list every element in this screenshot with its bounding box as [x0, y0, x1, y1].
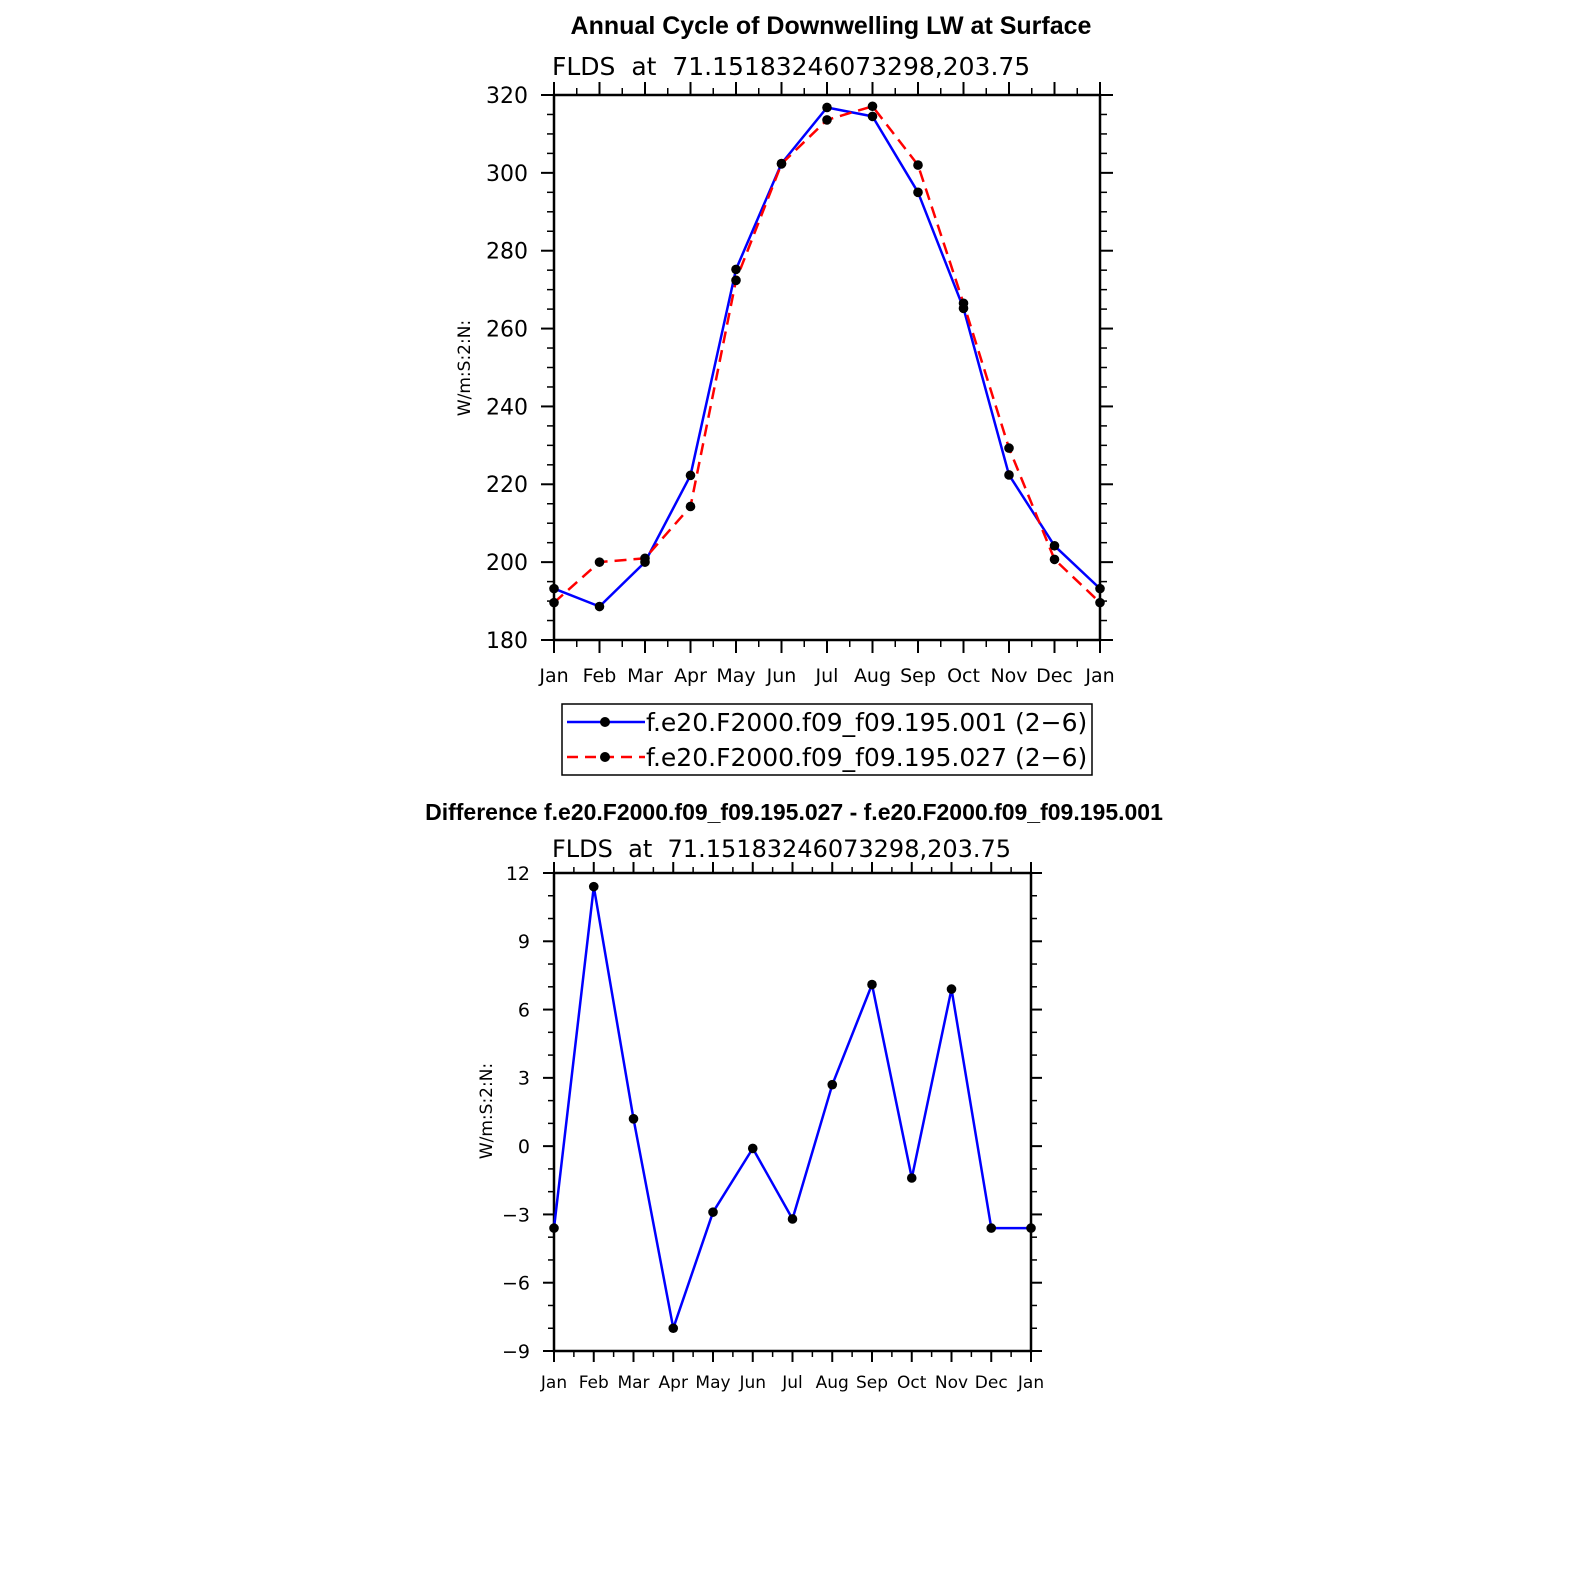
x-tick-label: Feb: [582, 665, 617, 687]
x-tick-label: Jan: [540, 1373, 568, 1393]
x-tick-label: Dec: [1036, 665, 1073, 687]
chart-subtitle: FLDS at 71.15183246073298,203.75: [552, 835, 1012, 863]
chart-title: Annual Cycle of Downwelling LW at Surface: [570, 12, 1092, 40]
series-1-point: [748, 1144, 758, 1154]
series-1-point: [668, 1323, 678, 1333]
series-1-point: [708, 1207, 718, 1217]
x-tick-label: Apr: [674, 665, 707, 687]
series-1-point: [589, 882, 599, 892]
y-axis-label: W/m:S:2:N:: [477, 1062, 497, 1160]
y-axis-label: W/m:S:2:N:: [455, 319, 475, 417]
y-tick-label: 12: [505, 862, 530, 885]
series-2-point: [1095, 598, 1105, 608]
plot-frame: [554, 873, 1031, 1351]
legend-label-1: f.e20.F2000.f09_f09.195.001 (2−6): [646, 708, 1088, 737]
axis-ticks: [486, 82, 1115, 687]
series-1-point: [686, 471, 696, 481]
y-tick-label: 180: [486, 628, 528, 654]
x-tick-label: Jun: [739, 1373, 767, 1393]
series-2-point: [822, 115, 832, 125]
x-tick-label: May: [716, 665, 756, 687]
y-tick-label: 9: [517, 931, 530, 954]
y-tick-label: 6: [517, 999, 530, 1022]
series-2-point: [777, 159, 787, 169]
series-2-point: [595, 557, 605, 567]
series-1-point: [549, 584, 559, 594]
x-tick-label: Dec: [974, 1373, 1008, 1393]
annual-cycle-panel: [455, 12, 1115, 775]
series-line-2: [554, 106, 1100, 602]
y-tick-label: 0: [517, 1135, 530, 1158]
series-2-point: [731, 276, 741, 286]
axes-frame: [554, 873, 1031, 1351]
y-tick-label: −6: [501, 1272, 530, 1295]
series-1-point: [947, 984, 957, 994]
y-tick-label: 220: [486, 473, 528, 499]
x-tick-label: Sep: [900, 665, 936, 687]
x-tick-label: Jun: [766, 665, 797, 687]
series-2-point: [868, 101, 878, 111]
series-2-point: [640, 553, 650, 563]
x-tick-label: Oct: [947, 665, 980, 687]
series-1-point: [868, 112, 878, 122]
x-tick-label: May: [695, 1373, 731, 1393]
series-2-point: [686, 502, 696, 512]
series-1-point: [827, 1080, 837, 1090]
x-tick-label: Aug: [815, 1373, 849, 1393]
y-tick-label: 3: [517, 1067, 530, 1090]
y-tick-label: −9: [501, 1340, 530, 1363]
x-tick-label: Mar: [627, 665, 663, 687]
x-tick-label: Jul: [782, 1373, 803, 1393]
series-1-point: [1026, 1223, 1036, 1233]
series-1-point: [986, 1223, 996, 1233]
series-line-1: [554, 887, 1031, 1328]
series-layer: [549, 882, 1036, 1333]
legend-label-2: f.e20.F2000.f09_f09.195.027 (2−6): [646, 743, 1088, 772]
series-1-point: [867, 980, 877, 990]
x-tick-label: Jan: [1017, 1373, 1045, 1393]
legend-marker-2: [600, 752, 610, 762]
axis-ticks: [502, 862, 1044, 1393]
x-tick-label: Jul: [815, 665, 839, 687]
x-tick-label: Apr: [658, 1373, 688, 1393]
chart-subtitle: FLDS at 71.15183246073298,203.75: [552, 52, 1031, 81]
y-tick-label: −3: [501, 1204, 530, 1227]
series-1-point: [1095, 584, 1105, 594]
series-line-1: [554, 108, 1100, 607]
legend-marker-1: [600, 717, 610, 727]
series-2-point: [1004, 443, 1014, 453]
series-2-point: [913, 160, 923, 170]
series-1-point: [822, 103, 832, 113]
chart-title: Difference f.e20.F2000.f09_f09.195.027 - f.e20.F2000.f09_f09.195.001: [425, 799, 1163, 825]
x-tick-label: Nov: [934, 1373, 969, 1393]
difference-panel: [425, 799, 1163, 1393]
series-1-point: [907, 1173, 917, 1183]
y-tick-label: 300: [486, 161, 528, 187]
series-1-point: [1004, 470, 1014, 480]
x-tick-label: Feb: [578, 1373, 609, 1393]
series-1-point: [595, 602, 605, 612]
x-tick-label: Jan: [1085, 665, 1115, 687]
x-tick-label: Sep: [855, 1373, 889, 1393]
series-2-point: [549, 598, 559, 608]
series-1-point: [629, 1114, 639, 1124]
y-tick-label: 200: [486, 551, 528, 577]
y-tick-label: 260: [486, 317, 528, 343]
series-layer: [549, 101, 1105, 611]
legend: [562, 704, 1092, 775]
series-1-point: [913, 188, 923, 198]
y-tick-label: 240: [486, 395, 528, 421]
series-1-point: [731, 265, 741, 275]
series-2-point: [1050, 555, 1060, 565]
series-1-point: [549, 1223, 559, 1233]
x-tick-label: Jan: [539, 665, 569, 687]
x-tick-label: Aug: [853, 665, 892, 687]
series-2-point: [959, 298, 969, 308]
y-tick-label: 280: [486, 239, 528, 265]
x-tick-label: Oct: [897, 1373, 927, 1393]
x-tick-label: Mar: [617, 1373, 650, 1393]
series-1-point: [788, 1214, 798, 1224]
series-1-point: [1050, 541, 1060, 551]
x-tick-label: Nov: [990, 665, 1028, 687]
y-tick-label: 320: [486, 83, 528, 109]
